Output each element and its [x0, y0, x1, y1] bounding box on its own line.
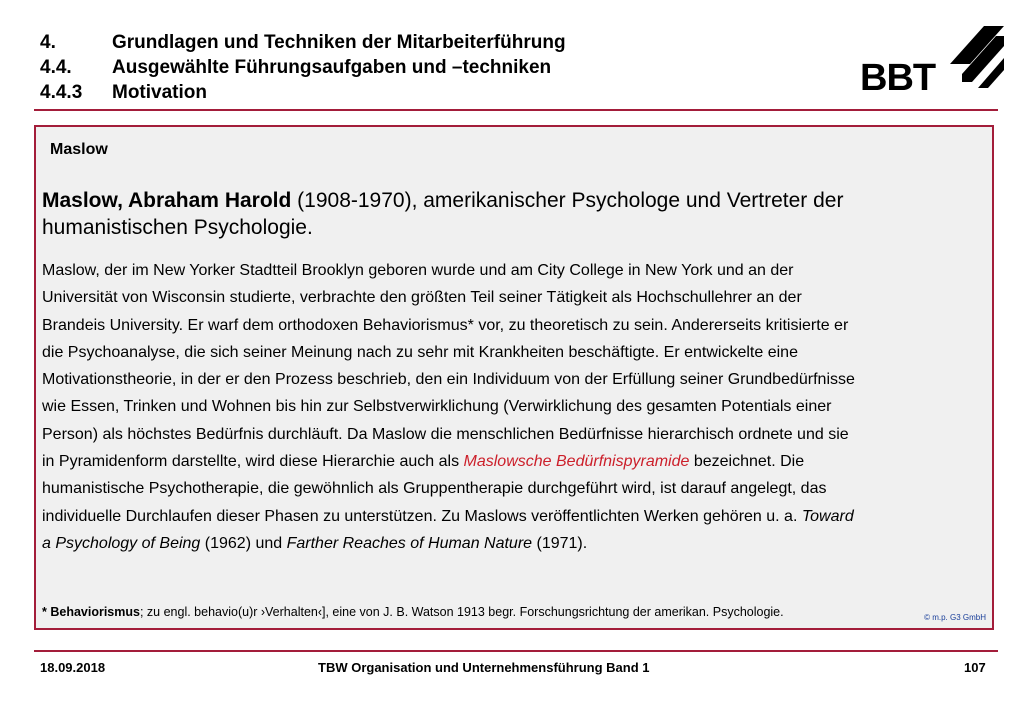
lead-text: humanistischen Psychologie. — [42, 216, 313, 239]
footnote-text: ; zu engl. behavio(u)r ›Verhalten‹], eine von J. B. Watson 1913 begr. Forschungsrichtung der amerikan. Psychologie. — [139, 605, 784, 619]
body-line: humanistische Psychotherapie, die gewöhnlich als Gruppentherapie durchgeführt wird, ist darauf angelegt, das — [42, 480, 827, 498]
body-line: Brandeis University. Er warf dem orthodoxen Behaviorismus* vor, zu theoretisch zu sein. Andererseits kritisierte er — [42, 316, 849, 334]
body-line: wie Essen, Trinken und Wohnen bis hin zur Selbstverwirklichung (Verwirklichung des gesamten Potentials einer — [42, 398, 832, 416]
body-line: Universität von Wisconsin studierte, verbrachte den größten Teil seiner Tätigkeit als Hochschullehrer an der — [42, 289, 802, 307]
header-line-2 — [40, 55, 566, 80]
footer-divider — [34, 650, 998, 652]
body-text: in Pyramidenform darstellte, wird diese Hierarchie auch als — [42, 453, 464, 471]
lead-text: (1908-1970), amerikanischer Psychologe und Vertreter der — [291, 189, 844, 212]
body-text: (1962) und — [200, 534, 287, 552]
body-line: Person) als höchstes Bedürfnis durchläuft. Da Maslow die menschlichen Bedürfnisse hierarchisch ordnete und sie — [42, 425, 849, 443]
footer-date: 18.09.2018 — [40, 660, 106, 675]
book-title: a Psychology of Being — [42, 534, 201, 552]
body-line — [42, 503, 984, 530]
person-name: Maslow, Abraham Harold — [42, 189, 292, 212]
lead-paragraph — [42, 187, 982, 241]
header-number: 4.4.3 — [40, 82, 83, 103]
pyramid-link[interactable]: Maslowsche Bedürfnispyramide — [463, 453, 690, 471]
slide-header — [40, 30, 566, 105]
body-text: (1971). — [532, 534, 588, 552]
copyright-notice: © m.p. G3 GmbH — [924, 613, 986, 622]
header-title: Motivation — [112, 82, 207, 103]
header-number: 4. — [40, 32, 56, 53]
page-number: 107 — [964, 660, 986, 675]
body-line: die Psychoanalyse, die sich seiner Meinung nach zu sehr mit Krankheiten beschäftigte. Er entwickelte eine — [42, 343, 798, 361]
bbt-logo — [858, 20, 1004, 96]
book-title: Farther Reaches of Human Nature — [286, 534, 533, 552]
body-line — [42, 448, 984, 475]
body-text: individuelle Durchlaufen dieser Phasen zu unterstützen. Zu Maslows veröffentlichten Werken gehören u. a. — [42, 507, 802, 525]
body-paragraph — [42, 257, 984, 557]
header-line-3 — [40, 80, 566, 105]
body-line — [42, 530, 984, 557]
content-panel — [34, 125, 994, 630]
footnote-term: * Behaviorismus — [42, 605, 140, 619]
logo-text: BBT — [860, 57, 936, 96]
footer-title: TBW Organisation und Unternehmensführung Band 1 — [318, 660, 650, 675]
body-line: Motivationstheorie, in der er den Prozess beschrieb, den ein Individuum von der Erfüllung seiner Grundbedürfnisse — [42, 371, 855, 389]
header-divider — [34, 109, 998, 111]
header-number: 4.4. — [40, 57, 72, 78]
section-title: Maslow — [50, 141, 108, 158]
header-line-1 — [40, 30, 566, 55]
body-line: Maslow, der im New Yorker Stadtteil Brooklyn geboren wurde und am City College in New York und an der — [42, 262, 794, 279]
book-title: Toward — [801, 507, 854, 525]
header-title: Ausgewählte Führungsaufgaben und –techniken — [112, 57, 552, 78]
header-title: Grundlagen und Techniken der Mitarbeiterführung — [112, 32, 566, 53]
footnote — [42, 605, 784, 619]
body-text: bezeichnet. Die — [689, 453, 805, 471]
